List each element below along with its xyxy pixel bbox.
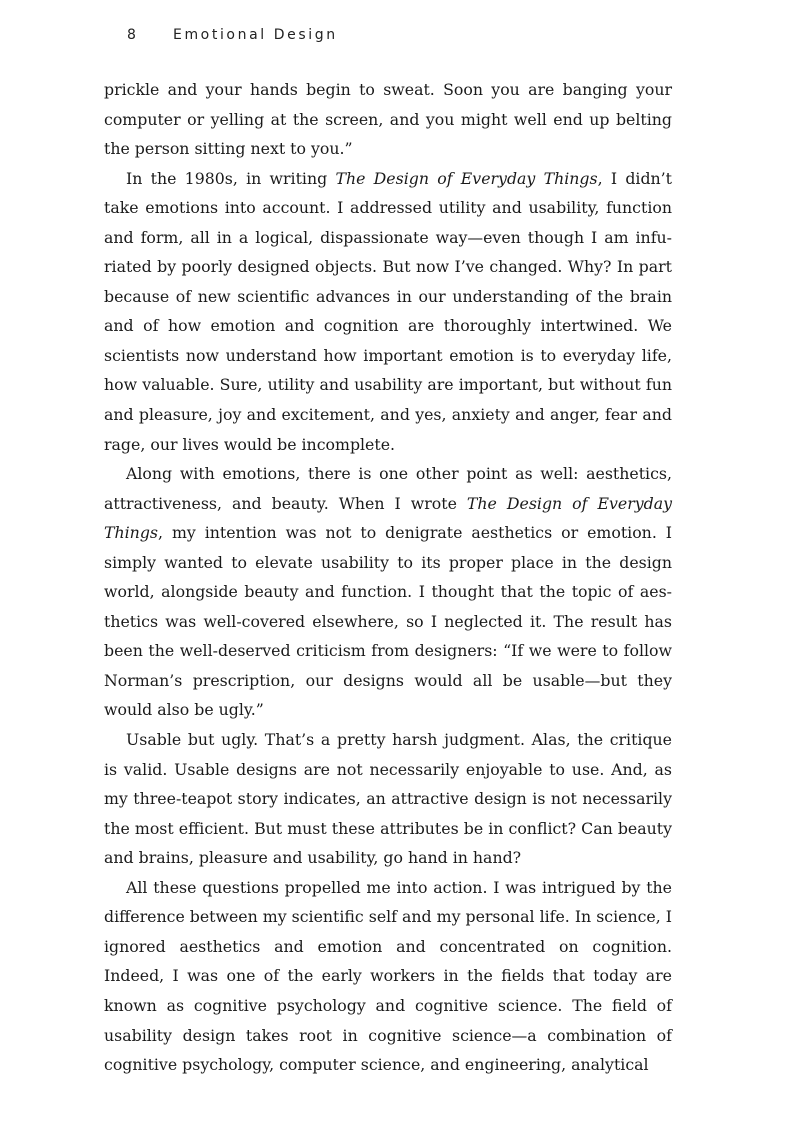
paragraph [104,164,672,459]
text-run: Along with emotions, there is one other point as well: aesthetics, attractiveness, and beauty. When I wrote [104,464,672,513]
text-run: All these questions propelled me into action. I was intrigued by the difference between my scientific self and my personal life. In science, I ignored aesthetics and emotion and concentrated on cognition. Indeed, I was one of the early workers in the fields that today are known as cognitive psychology and cognitive science. The field of usability design takes root in cognitive science—a combination of cognitive psychology, computer science, and engineering, analytical [104,877,672,1075]
text-run: Usable but ugly. That’s a pretty harsh judgment. Alas, the critique is valid. Usable designs are not necessarily enjoyable to use. And, as my three-teapot story indicates, an attractive design is not necessarily the most efficient. But must these attributes be in conflict? Can beauty and brains, pleasure and usability, go hand in hand? [104,730,672,868]
book-title: Emotional Design [173,27,338,43]
paragraph [104,75,672,164]
book-title-italic: The Design of Everyday Things [104,493,673,543]
paragraph [104,725,672,873]
book-title-italic: The Design of Everyday Things [335,168,598,188]
running-head [127,24,338,46]
page-number: 8 [127,27,137,43]
text-run: , my intention was not to denigrate aesthetics or emotion. I simply wanted to elevate usability to its proper place in the design world, alongside beauty and function. I thought that the topic of aesthetics was well-covered elsewhere, so I neglected it. The result has been the well-deserved criticism from designers: “If we were to follow Norman’s prescription, our designs would all be usable—but they would also be ugly.” [104,523,672,720]
text-run: prickle and your hands begin to sweat. Soon you are banging your computer or yelling at the screen, and you might well end up belting the person sitting next to you.” [104,80,672,159]
body-text [104,75,672,1080]
paragraph [104,873,672,1080]
paragraph [104,459,672,725]
text-run: In the 1980s, in writing [126,168,336,188]
text-run: , I didn’t take emotions into account. I addressed utility and usability, function and form, all in a logical, dispassionate way—even though I am infuriated by poorly designed objects. But now I’ve changed. Why? In part because of new scientific advances in our understanding of the brain and of how emotion and cognition are thoroughly intertwined. We scientists now understand how important emotion is to everyday life, how valuable. Sure, utility and usability are important, but without fun and pleasure, joy and excitement, and yes, anxiety and anger, fear and rage, our lives would be incomplete. [104,168,673,454]
